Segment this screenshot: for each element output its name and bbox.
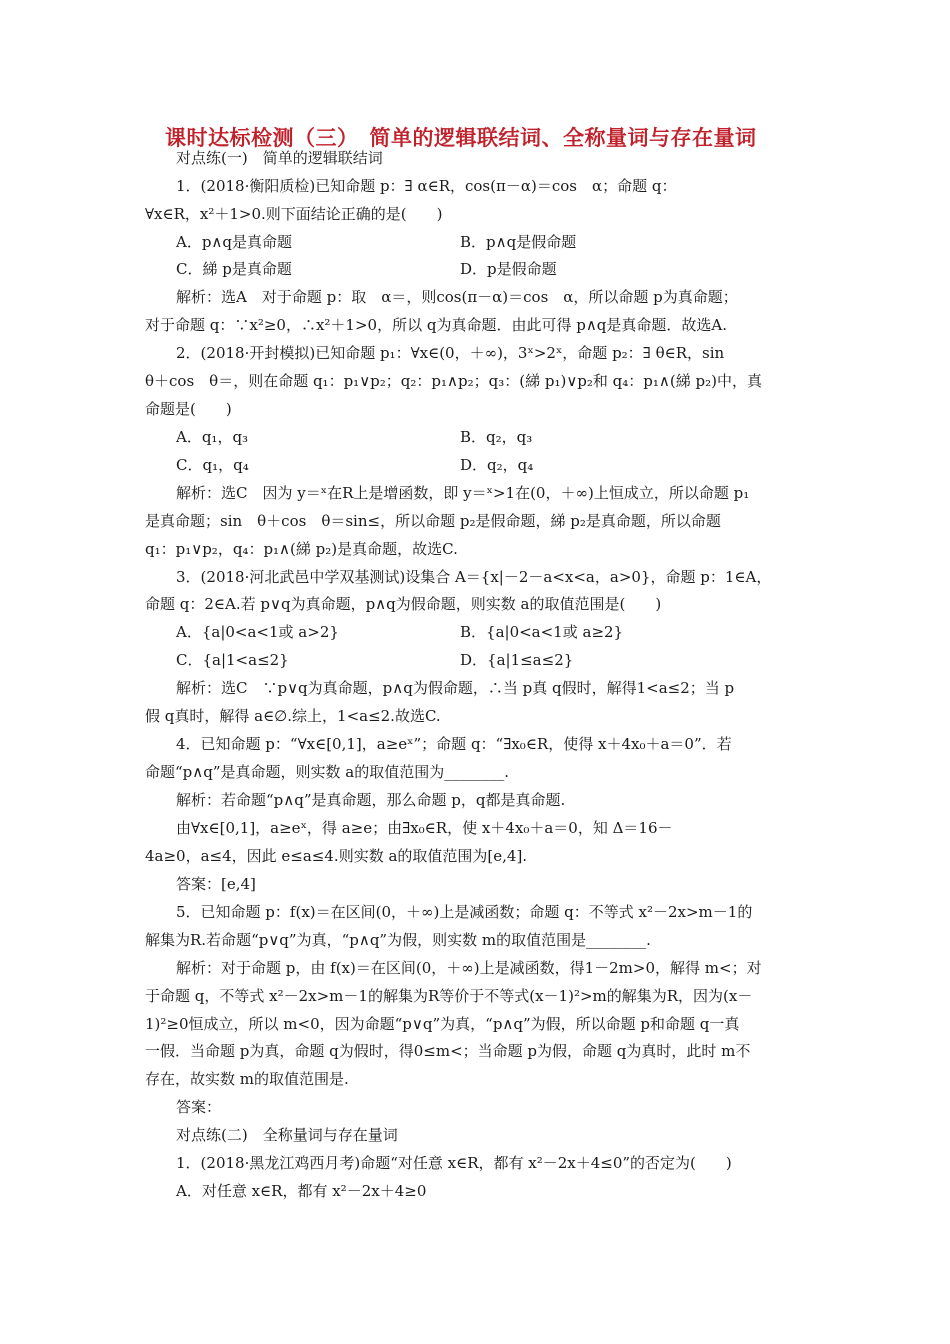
solution-line: 一假．当命题 p为真，命题 q为假时，得0≤m<；当命题 p为假，命题 q为真时，此时 m不 — [145, 1042, 751, 1060]
solution-line: 解析：选C 因为 y＝ˣ在R上是增函数，即 y＝ˣ>1在(0，＋∞)上恒成立，所以命题 p₁ — [176, 484, 750, 502]
option-c: C．{a|1<a≤2} — [176, 651, 289, 669]
option-a: A．{a|0<a<1或 a>2} — [176, 623, 339, 641]
solution-line: 于命题 q，不等式 x²－2x>m－1的解集为R等价于不等式(x－1)²>m的解集为R，因为(x－ — [145, 987, 753, 1005]
answer-line: 答案： — [176, 1098, 222, 1116]
solution-line: 解析：选C ∵p∨q为真命题，p∧q为假命题，∴当 p真 q假时，解得1<a≤2；当 p — [176, 679, 735, 697]
page-title: 课时达标检测（三） 简单的逻辑联结词、全称量词与存在量词 — [165, 125, 757, 150]
solution-line: 1)²≥0恒成立，所以 m<0，因为命题“p∨q”为真，“p∧q”为假，所以命题 p和命题 q一真 — [145, 1015, 740, 1033]
option-a: A．对任意 x∈R，都有 x²－2x＋4≥0 — [176, 1182, 427, 1200]
option-b: B．{a|0<a<1或 a≥2} — [460, 623, 624, 641]
question-line: 命题是( ) — [145, 400, 232, 418]
question-line: 3．(2018·河北武邑中学双基测试)设集合 A＝{x|－2－a<x<a，a>0}，命题 p：1∈A， — [176, 568, 772, 586]
solution-line: 解析：对于命题 p，由 f(x)＝在区间(0，＋∞)上是减函数，得1－2m>0，解得 m<；对 — [176, 959, 762, 977]
option-b: B．p∧q是假命题 — [460, 233, 577, 251]
option-d: D．q₂，q₄ — [460, 456, 534, 474]
question-line: ∀x∈R，x²＋1>0.则下面结论正确的是( ) — [145, 205, 443, 223]
solution-line: 存在，故实数 m的取值范围是. — [145, 1070, 349, 1088]
question-line: 1．(2018·衡阳质检)已知命题 p：∃ α∈R，cos(π－α)＝cos α；命题 q： — [176, 177, 677, 195]
section-heading: 对点练(一) 简单的逻辑联结词 — [176, 149, 383, 167]
option-a: A．p∧q是真命题 — [176, 233, 293, 251]
question-line: θ＋cos θ＝，则在命题 q₁：p₁∨p₂；q₂：p₁∧p₂；q₃：(綈 p₁)∨p₂和 q₄：p₁∧(綈 p₂)中，真 — [145, 372, 762, 390]
solution-line: 解析：选A 对于命题 p：取 α＝，则cos(π－α)＝cos α，所以命题 p为真命题； — [176, 288, 738, 306]
solution-line: 解析：若命题“p∧q”是真命题，那么命题 p，q都是真命题. — [176, 791, 566, 809]
question-line: 5．已知命题 p：f(x)＝在区间(0，＋∞)上是减函数；命题 q：不等式 x²－2x>m－1的 — [176, 903, 753, 921]
question-line: 2．(2018·开封模拟)已知命题 p₁：∀x∈(0，＋∞)，3ˣ>2ˣ，命题 p₂：∃ θ∈R，sin — [176, 344, 725, 362]
section-heading: 对点练(二) 全称量词与存在量词 — [176, 1126, 398, 1144]
option-c: C．q₁，q₄ — [176, 456, 249, 474]
option-b: B．q₂，q₃ — [460, 428, 533, 446]
solution-line: q₁：p₁∨p₂，q₄：p₁∧(綈 p₂)是真命题，故选C. — [145, 540, 458, 558]
solution-line: 对于命题 q：∵x²≥0，∴x²＋1>0，所以 q为真命题．由此可得 p∧q是真命题．故选A. — [145, 316, 728, 334]
option-d: D．p是假命题 — [460, 260, 557, 278]
solution-line: 假 q真时，解得 a∈∅.综上，1<a≤2.故选C. — [145, 707, 441, 725]
question-line: 命题 q：2∈A.若 p∨q为真命题，p∧q为假命题，则实数 a的取值范围是( ) — [145, 595, 662, 613]
question-line: 1．(2018·黑龙江鸡西月考)命题“对任意 x∈R，都有 x²－2x＋4≤0”的否定为( ) — [176, 1154, 732, 1172]
answer-line: 答案：[e,4] — [176, 875, 256, 893]
option-c: C．綈 p是真命题 — [176, 260, 292, 278]
option-a: A．q₁，q₃ — [176, 428, 249, 446]
question-line: 解集为R.若命题“p∨q”为真，“p∧q”为假，则实数 m的取值范围是________. — [145, 931, 651, 949]
option-d: D．{a|1≤a≤2} — [460, 651, 574, 669]
solution-line: 4a≥0，a≤4，因此 e≤a≤4.则实数 a的取值范围为[e,4]. — [145, 847, 528, 865]
solution-line: 由∀x∈[0,1]，a≥eˣ，得 a≥e；由∃x₀∈R，使 x＋4x₀＋a＝0，知 Δ＝16－ — [176, 819, 673, 837]
question-line: 4．已知命题 p：“∀x∈[0,1]，a≥eˣ”；命题 q：“∃x₀∈R，使得 x＋4x₀＋a＝0”．若 — [176, 735, 732, 753]
solution-line: 是真命题；sin θ＋cos θ＝sin≤，所以命题 p₂是假命题，綈 p₂是真命题，所以命题 — [145, 512, 721, 530]
question-line: 命题“p∧q”是真命题，则实数 a的取值范围为________. — [145, 763, 510, 781]
